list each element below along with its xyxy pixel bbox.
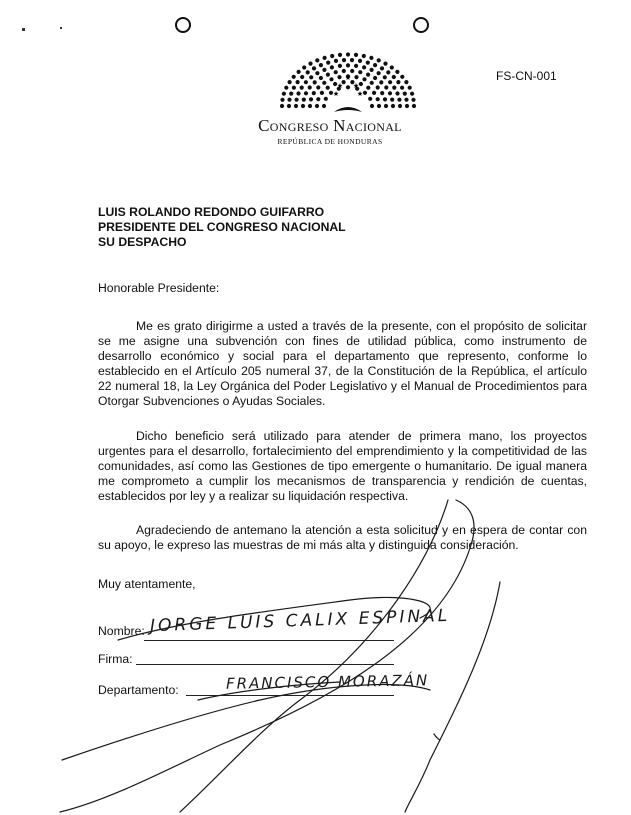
emblem-star-icon: ★ (336, 82, 344, 90)
salutation: Honorable Presidente: (98, 281, 220, 295)
department-label: Departamento: (98, 683, 179, 697)
emblem-star-icon: ★ (352, 82, 360, 90)
department-handwritten: FRANCISCO MORAZÁN (225, 671, 430, 693)
closing: Muy atentamente, (98, 577, 196, 591)
doc-code: FS-CN-001 (496, 69, 557, 83)
emblem-star-icon: ★ (356, 90, 364, 98)
recipient-name: LUIS ROLANDO REDONDO GUIFARRO (98, 205, 325, 219)
paragraph-3: Agradeciendo de antemano la atención a esta solicitud y en espera de contar con su apoyo, le expreso las muestras de mi más alta y distinguida consideración. (98, 523, 587, 552)
recipient-office: SU DESPACHO (98, 234, 187, 249)
signature-label: Firma: (98, 652, 133, 666)
name-handwritten: JORGE LUIS CALIX ESPINAL (149, 605, 451, 637)
institution-subtitle: REPÚBLICA DE HONDURAS (277, 137, 383, 146)
emblem-star-icon: ★ (332, 90, 340, 98)
paragraph-2: Dicho beneficio será utilizado para atender de primera mano, los proyectos urgentes para el desarrollo, fortalecimiento del emprendimiento y la competitividad de las comunidades, así como las Gestiones de tipo emergente o humanitario. De igual manera me comprometo a cumplir los mecanismos de transparencia y rendición de cuentas, establecidos por ley y a realizar su liquidación respectiva. (98, 429, 587, 503)
emblem-star-icon: ★ (344, 74, 352, 82)
recipient-title: PRESIDENTE DEL CONGRESO NACIONAL (98, 219, 346, 234)
paragraph-1: Me es grato dirigirme a usted a través de la presente, con el propósito de solicitar se me asigne una subvención con fines de utilidad pública, como instrumento de desarrollo económico y social para el departamento que represento, conforme lo establecido en el Artículo 205 numeral 37, de la Constitución de la República, el artículo 22 numeral 18, la Ley Orgánica del Poder Legislativo y el Manual de Procedimientos para Otorgar Subvenciones o Ayudas Sociales. (98, 319, 587, 408)
institution-name: Congreso Nacional (258, 116, 402, 135)
name-label: Nombre: (98, 624, 145, 638)
